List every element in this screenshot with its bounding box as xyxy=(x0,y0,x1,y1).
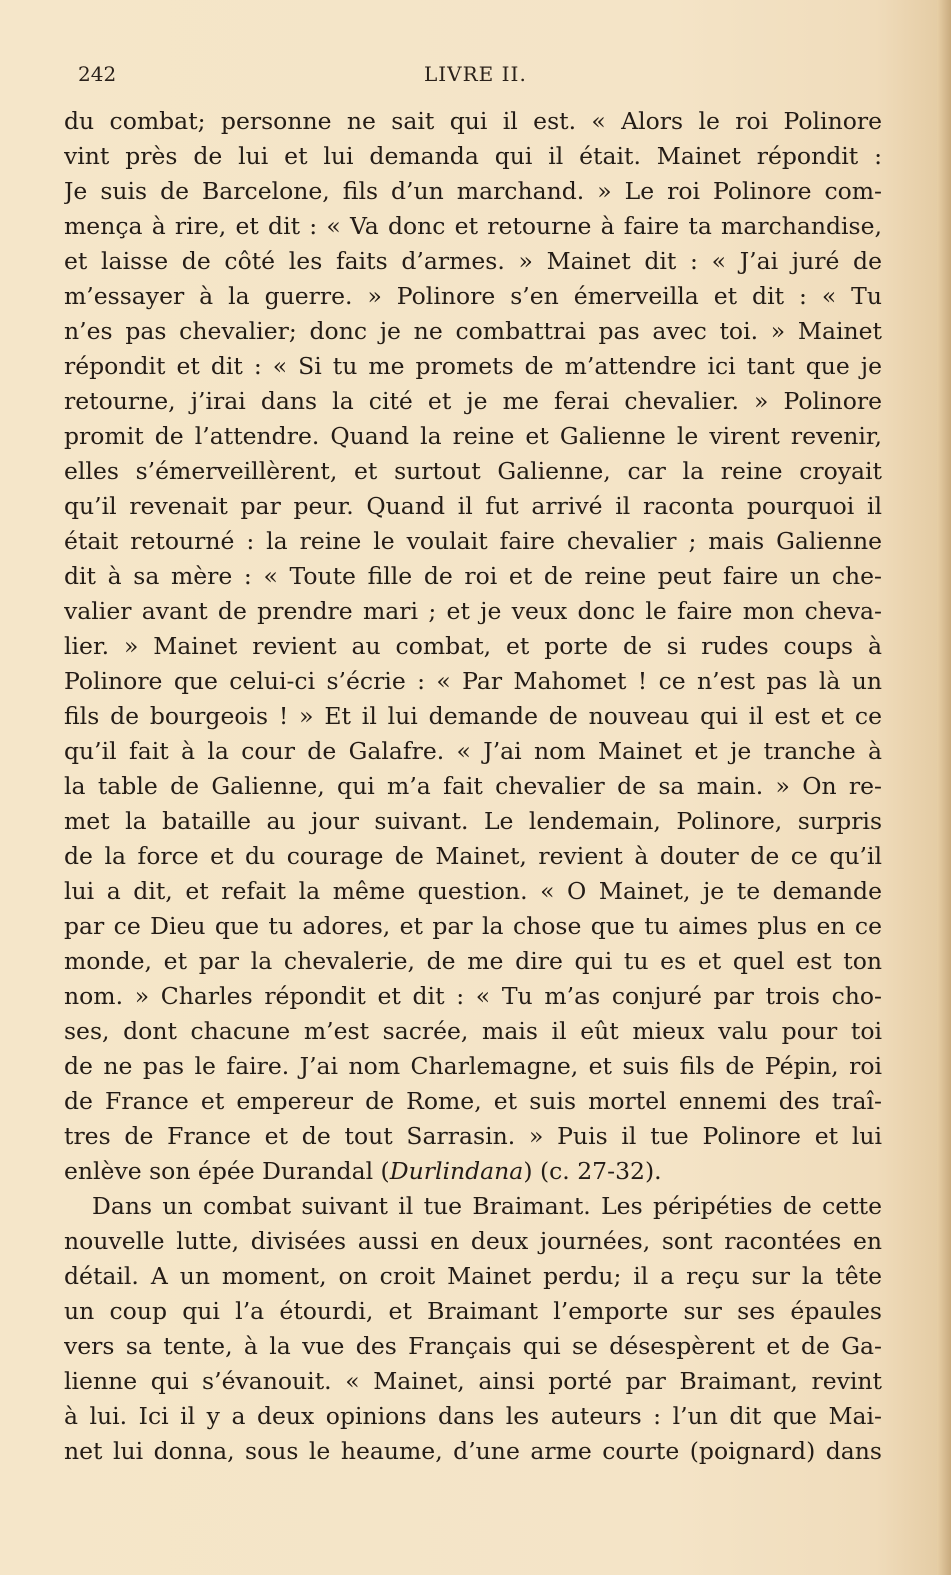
text-line: Polinore que celui-ci s’écrie : « Par Mahomet ! ce n’est pas là un xyxy=(64,667,882,695)
text-line-last xyxy=(64,1154,882,1189)
text-line: elles s’émerveillèrent, et surtout Galienne, car la reine croyait xyxy=(64,457,882,485)
text-line: ses, dont chacune m’est sacrée, mais il eût mieux valu pour toi xyxy=(64,1017,882,1045)
page-edge xyxy=(937,0,951,1575)
text-line: la table de Galienne, qui m’a fait chevalier de sa main. » On re- xyxy=(64,772,882,800)
text-line: retourne, j’irai dans la cité et je me ferai chevalier. » Polinore xyxy=(64,387,882,415)
text-line: Dans un combat suivant il tue Braimant. Les péripéties de cette xyxy=(92,1192,882,1220)
text-line: net lui donna, sous le heaume, d’une arme courte (poignard) dans xyxy=(64,1437,882,1465)
text-line: lui a dit, et refait la même question. « O Mainet, je te demande xyxy=(64,877,882,905)
text-line: répondit et dit : « Si tu me promets de m’attendre ici tant que je xyxy=(64,352,882,380)
text-line: de ne pas le faire. J’ai nom Charlemagne, et suis fils de Pépin, roi xyxy=(64,1052,882,1080)
text-line: valier avant de prendre mari ; et je veux donc le faire mon cheva- xyxy=(64,597,882,625)
page-number: 242 xyxy=(78,62,117,86)
text-line: un coup qui l’a étourdi, et Braimant l’emporte sur ses épaules xyxy=(64,1297,882,1325)
text-line: détail. A un moment, on croit Mainet perdu; il a reçu sur la tête xyxy=(64,1262,882,1290)
body-text xyxy=(64,104,882,1469)
text-line: était retourné : la reine le voulait faire chevalier ; mais Galienne xyxy=(64,527,882,555)
text-fragment: ) (c. 27-32). xyxy=(523,1157,662,1185)
italic-title: Durlindana xyxy=(389,1157,524,1185)
text-line: lienne qui s’évanouit. « Mainet, ainsi porté par Braimant, revint xyxy=(64,1367,882,1395)
paragraph-2 xyxy=(64,1189,882,1469)
text-line: à lui. Ici il y a deux opinions dans les auteurs : l’un dit que Mai- xyxy=(64,1402,882,1430)
text-line: n’es pas chevalier; donc je ne combattrai pas avec toi. » Mainet xyxy=(64,317,882,345)
text-line: Je suis de Barcelone, fils d’un marchand. » Le roi Polinore com- xyxy=(64,177,882,205)
page-header xyxy=(64,56,884,96)
text-line: lier. » Mainet revient au combat, et porte de si rudes coups à xyxy=(64,632,882,660)
paragraph-1 xyxy=(64,104,882,1189)
text-line: qu’il fait à la cour de Galafre. « J’ai nom Mainet et je tranche à xyxy=(64,737,882,765)
text-line: met la bataille au jour suivant. Le lendemain, Polinore, surpris xyxy=(64,807,882,835)
running-head: LIVRE II. xyxy=(424,62,527,86)
text-line: vint près de lui et lui demanda qui il était. Mainet répondit : xyxy=(64,142,882,170)
text-line: tres de France et de tout Sarrasin. » Puis il tue Polinore et lui xyxy=(64,1122,882,1150)
text-line: fils de bourgeois ! » Et il lui demande de nouveau qui il est et ce xyxy=(64,702,882,730)
text-line: promit de l’attendre. Quand la reine et Galienne le virent revenir, xyxy=(64,422,882,450)
text-line: et laisse de côté les faits d’armes. » Mainet dit : « J’ai juré de xyxy=(64,247,882,275)
text-line: qu’il revenait par peur. Quand il fut arrivé il raconta pourquoi il xyxy=(64,492,882,520)
text-line: de France et empereur de Rome, et suis mortel ennemi des traî- xyxy=(64,1087,882,1115)
text-fragment: enlève son épée Durandal ( xyxy=(64,1157,390,1185)
text-line: m’essayer à la guerre. » Polinore s’en émerveilla et dit : « Tu xyxy=(64,282,882,310)
text-line: du combat; personne ne sait qui il est. « Alors le roi Polinore xyxy=(64,107,882,135)
text-line: dit à sa mère : « Toute fille de roi et de reine peut faire un che- xyxy=(64,562,882,590)
text-line: vers sa tente, à la vue des Français qui se désespèrent et de Ga- xyxy=(64,1332,882,1360)
text-line: nom. » Charles répondit et dit : « Tu m’as conjuré par trois cho- xyxy=(64,982,882,1010)
text-line: mença à rire, et dit : « Va donc et retourne à faire ta marchandise, xyxy=(64,212,882,240)
text-line: monde, et par la chevalerie, de me dire qui tu es et quel est ton xyxy=(64,947,882,975)
text-line: de la force et du courage de Mainet, revient à douter de ce qu’il xyxy=(64,842,882,870)
text-line: nouvelle lutte, divisées aussi en deux journées, sont racontées en xyxy=(64,1227,882,1255)
text-line: par ce Dieu que tu adores, et par la chose que tu aimes plus en ce xyxy=(64,912,882,940)
